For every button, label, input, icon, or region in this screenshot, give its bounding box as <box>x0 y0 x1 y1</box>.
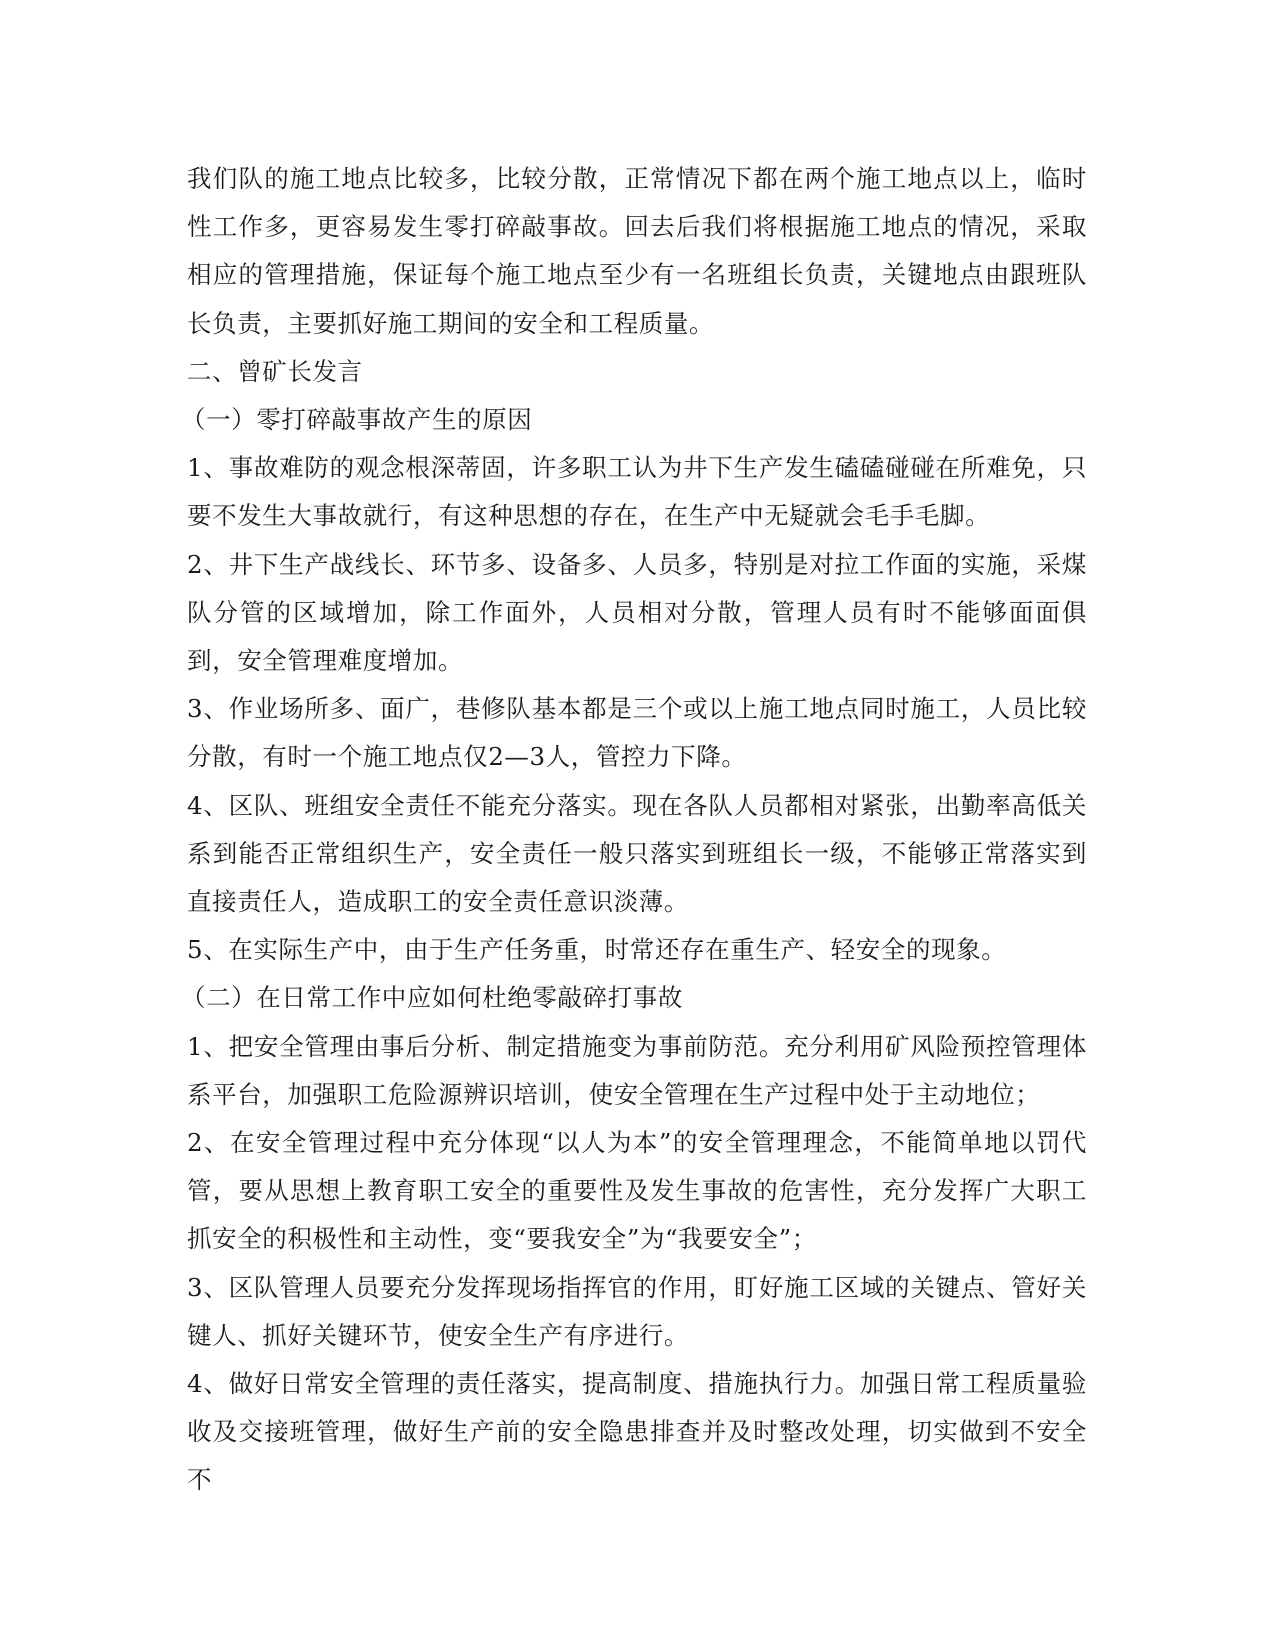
list-item-measure-4: 4、做好日常安全管理的责任落实，提高制度、措施执行力。加强日常工程质量验收及交接班管理，做好生产前的安全隐患排查并及时整改处理，切实做到不安全不 <box>187 1369 1087 1495</box>
subsection-heading-prevention: （二）在日常工作中应如何杜绝零敲碎打事故 <box>181 983 683 1013</box>
document-body <box>181 155 1087 1505</box>
list-item-cause-3: 3、作业场所多、面广，巷修队基本都是三个或以上施工地点同时施工，人员比较分散，有时一个施工地点仅2—3人，管控力下降。 <box>187 694 1087 772</box>
list-item-cause-5: 5、在实际生产中，由于生产任务重，时常还存在重生产、轻安全的现象。 <box>187 935 1007 965</box>
list-item-cause-2: 2、井下生产战线长、环节多、设备多、人员多，特别是对拉工作面的实施，采煤队分管的区域增加，除工作面外，人员相对分散，管理人员有时不能够面面俱到，安全管理难度增加。 <box>187 549 1087 676</box>
section-heading-director-speech: 二、曾矿长发言 <box>187 356 363 386</box>
list-item-measure-1: 1、把安全管理由事后分析、制定措施变为事前防范。充分利用矿风险预控管理体系平台，加强职工危险源辨识培训，使安全管理在生产过程中处于主动地位； <box>187 1031 1087 1109</box>
paragraph-team-sites: 我们队的施工地点比较多，比较分散，正常情况下都在两个施工地点以上，临时性工作多，更容易发生零打碎敲事故。回去后我们将根据施工地点的情况，采取相应的管理措施，保证每个施工地点至少有一名班组长负责，关键地点由跟班队长负责，主要抓好施工期间的安全和工程质量。 <box>187 164 1087 338</box>
list-item-measure-3: 3、区队管理人员要充分发挥现场指挥官的作用，盯好施工区域的关键点、管好关键人、抓好关键环节，使安全生产有序进行。 <box>187 1272 1087 1350</box>
list-item-cause-4: 4、区队、班组安全责任不能充分落实。现在各队人员都相对紧张，出勤率高低关系到能否正常组织生产，安全责任一般只落实到班组长一级，不能够正常落实到直接责任人，造成职工的安全责任意识淡薄。 <box>187 790 1087 917</box>
list-item-cause-1: 1、事故难防的观念根深蒂固，许多职工认为井下生产发生磕磕碰碰在所难免，只要不发生大事故就行，有这种思想的存在，在生产中无疑就会毛手毛脚。 <box>187 453 1087 531</box>
subsection-heading-causes: （一）零打碎敲事故产生的原因 <box>181 405 533 435</box>
list-item-measure-2: 2、在安全管理过程中充分体现“以人为本”的安全管理理念，不能简单地以罚代管，要从思想上教育职工安全的重要性及发生事故的危害性，充分发挥广大职工抓安全的积极性和主动性，变“要我安全”为“我要安全”； <box>187 1128 1087 1254</box>
